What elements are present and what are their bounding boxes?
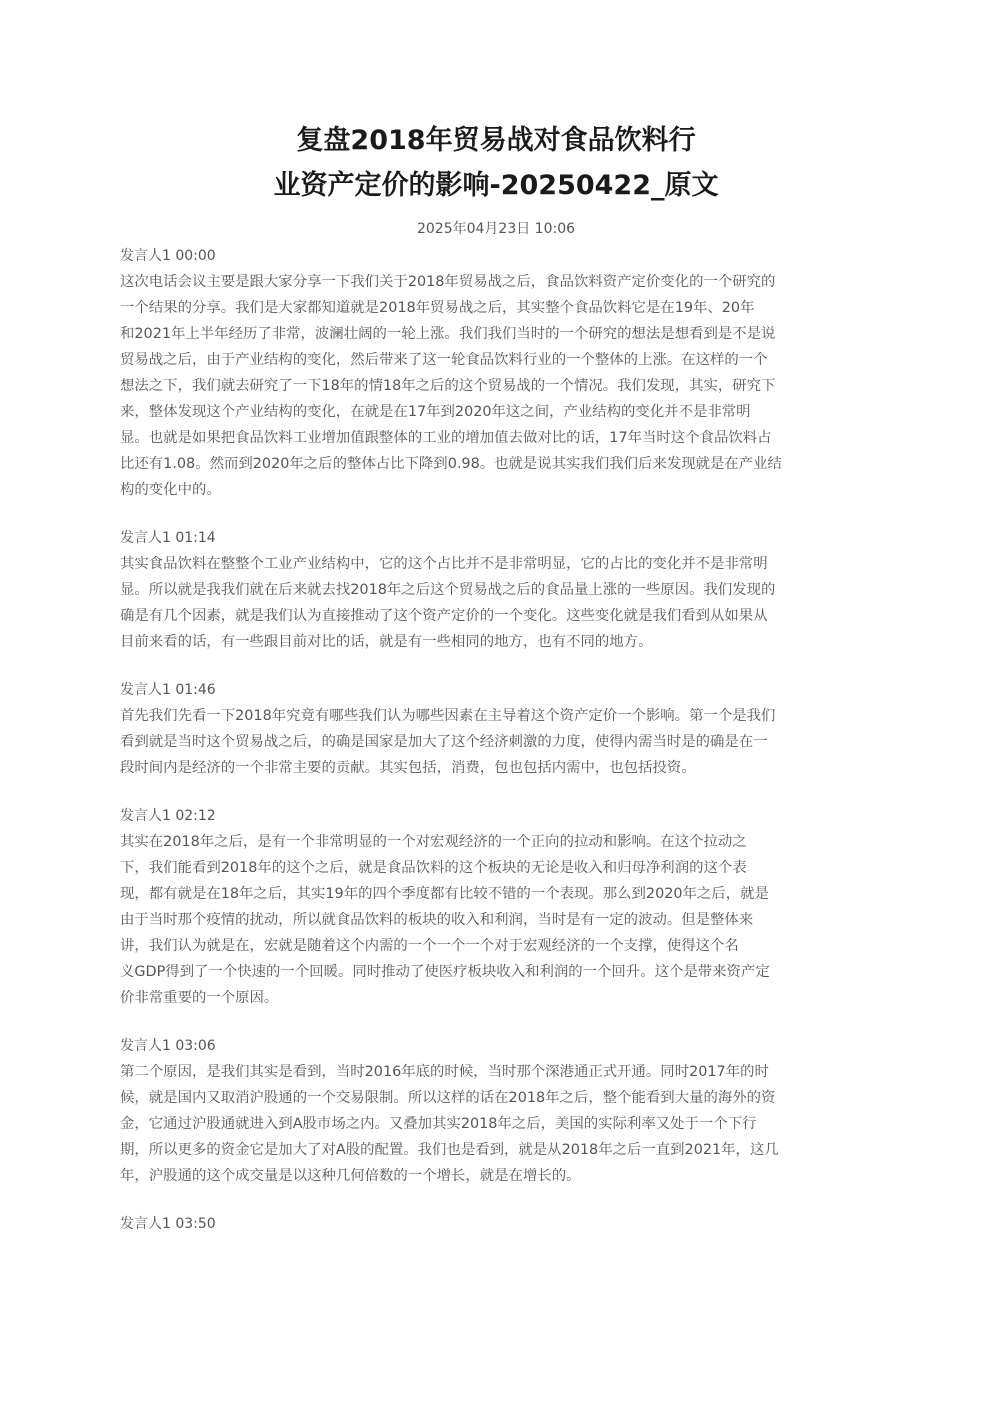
transcript-paragraph (120, 829, 880, 1011)
paragraph-line: 价非常重要的一个原因。 (120, 990, 279, 1006)
paragraph-line: 来，整体发现这个产业结构的变化，在就是在17年到2020年这之间，产业结构的变化并不是非常明 (120, 404, 751, 420)
paragraph-line: 讲，我们认为就是在，宏就是随着这个内需的一个一个一个对于宏观经济的一个支撑，使得这个名 (120, 938, 739, 954)
transcript-section (120, 803, 880, 1011)
speaker-timestamp: 发言人1 01:14 (120, 530, 216, 546)
paragraph-line: 义GDP得到了一个快速的一个回暖。同时推动了使医疗板块收入和利润的一个回升。这个是带来资产定 (120, 964, 770, 980)
paragraph-line: 这次电话会议主要是跟大家分享一下我们关于2018年贸易战之后，食品饮料资产定价变化的一个研究的 (120, 274, 776, 290)
transcript-section (120, 1033, 880, 1189)
title-line-2: 业资产定价的影响-20250422_原文 (273, 170, 719, 201)
transcript-section (120, 243, 880, 503)
document-date: 2025年04月23日 10:06 (416, 221, 576, 237)
transcript-section (120, 1211, 880, 1237)
paragraph-line: 第二个原因，是我们其实是看到，当时2016年底的时候，当时那个深港通正式开通。同时2017年的时 (120, 1064, 769, 1080)
speaker-timestamp: 发言人1 01:46 (120, 682, 216, 698)
paragraph-line: 确是有几个因素，就是我们认为直接推动了这个资产定价的一个变化。这些变化就是我们看到从如果从 (120, 608, 768, 624)
transcript-section (120, 525, 880, 655)
paragraph-line: 下，我们能看到2018年的这个之后，就是食品饮料的这个板块的无论是收入和归母净利润的这个表 (120, 860, 747, 876)
paragraph-line: 构的变化中的。 (120, 482, 221, 498)
speaker-timestamp: 发言人1 02:12 (120, 808, 216, 824)
paragraph-line: 其实在2018年之后，是有一个非常明显的一个对宏观经济的一个正向的拉动和影响。在这个拉动之 (120, 834, 747, 850)
paragraph-line: 一个结果的分享。我们是大家都知道就是2018年贸易战之后，其实整个食品饮料它是在19年、20年 (120, 300, 755, 316)
paragraph-line: 其实食品饮料在整整个工业产业结构中，它的这个占比并不是非常明显，它的占比的变化并不是非常明 (120, 556, 768, 572)
paragraph-line: 由于当时那个疫情的扰动，所以就食品饮料的板块的收入和利润，当时是有一定的波动。但是整体来 (120, 912, 754, 928)
speaker-timestamp: 发言人1 03:50 (120, 1216, 216, 1232)
paragraph-line: 看到就是当时这个贸易战之后，的确是国家是加大了这个经济刺激的力度，使得内需当时是的确是在一 (120, 734, 768, 750)
paragraph-line: 首先我们先看一下2018年究竟有哪些我们认为哪些因素在主导着这个资产定价一个影响。第一个是我们 (120, 708, 776, 724)
paragraph-line: 贸易战之后，由于产业结构的变化，然后带来了这一轮食品饮料行业的一个整体的上涨。在这样的一个 (120, 352, 768, 368)
paragraph-line: 显。也就是如果把食品饮料工业增加值跟整体的工业的增加值去做对比的话，17年当时这个食品饮料占 (120, 430, 772, 446)
paragraph-line: 现，都有就是在18年之后，其实19年的四个季度都有比较不错的一个表现。那么到2020年之后，就是 (120, 886, 769, 902)
paragraph-line: 期，所以更多的资金它是加大了对A股的配置。我们也是看到，就是从2018年之后一直到2021年，这几 (120, 1142, 779, 1158)
paragraph-line: 显。所以就是我我们就在后来就去找2018年之后这个贸易战之后的食品量上涨的一些原因。我们发现的 (120, 582, 776, 598)
title-line-1: 复盘2018年贸易战对食品饮料行 (296, 125, 696, 156)
paragraph-line: 段时间内是经济的一个非常主要的贡献。其实包括，消费，包也包括内需中，也包括投资。 (120, 760, 696, 776)
paragraph-line: 目前来看的话，有一些跟目前对比的话，就是有一些相同的地方，也有不同的地方。 (120, 634, 653, 650)
paragraph-line: 比还有1.08。然而到2020年之后的整体占比下降到0.98。也就是说其实我们我们后来发现就是在产业结 (120, 456, 782, 472)
paragraph-line: 想法之下，我们就去研究了一下18年的情18年之后的这个贸易战的一个情况。我们发现，其实，研究下 (120, 378, 776, 394)
transcript-paragraph (120, 551, 880, 655)
paragraph-line: 候，就是国内又取消沪股通的一个交易限制。所以这样的话在2018年之后，整个能看到大量的海外的资 (120, 1090, 776, 1106)
transcript-paragraph (120, 703, 880, 781)
paragraph-line: 金，它通过沪股通就进入到A股市场之内。又叠加其实2018年之后，美国的实际利率又处于一个下行 (120, 1116, 757, 1132)
speaker-timestamp: 发言人1 03:06 (120, 1038, 216, 1054)
transcript-paragraph (120, 269, 880, 503)
transcript-paragraph (120, 1059, 880, 1189)
transcript-body (120, 243, 880, 1259)
paragraph-line: 和2021年上半年经历了非常，波澜壮阔的一轮上涨。我们我们当时的一个研究的想法是想看到是不是说 (120, 326, 776, 342)
document-title (120, 118, 872, 208)
speaker-timestamp: 发言人1 00:00 (120, 248, 216, 264)
paragraph-line: 年，沪股通的这个成交量是以这种几何倍数的一个增长，就是在增长的。 (120, 1168, 581, 1184)
transcript-section (120, 677, 880, 781)
